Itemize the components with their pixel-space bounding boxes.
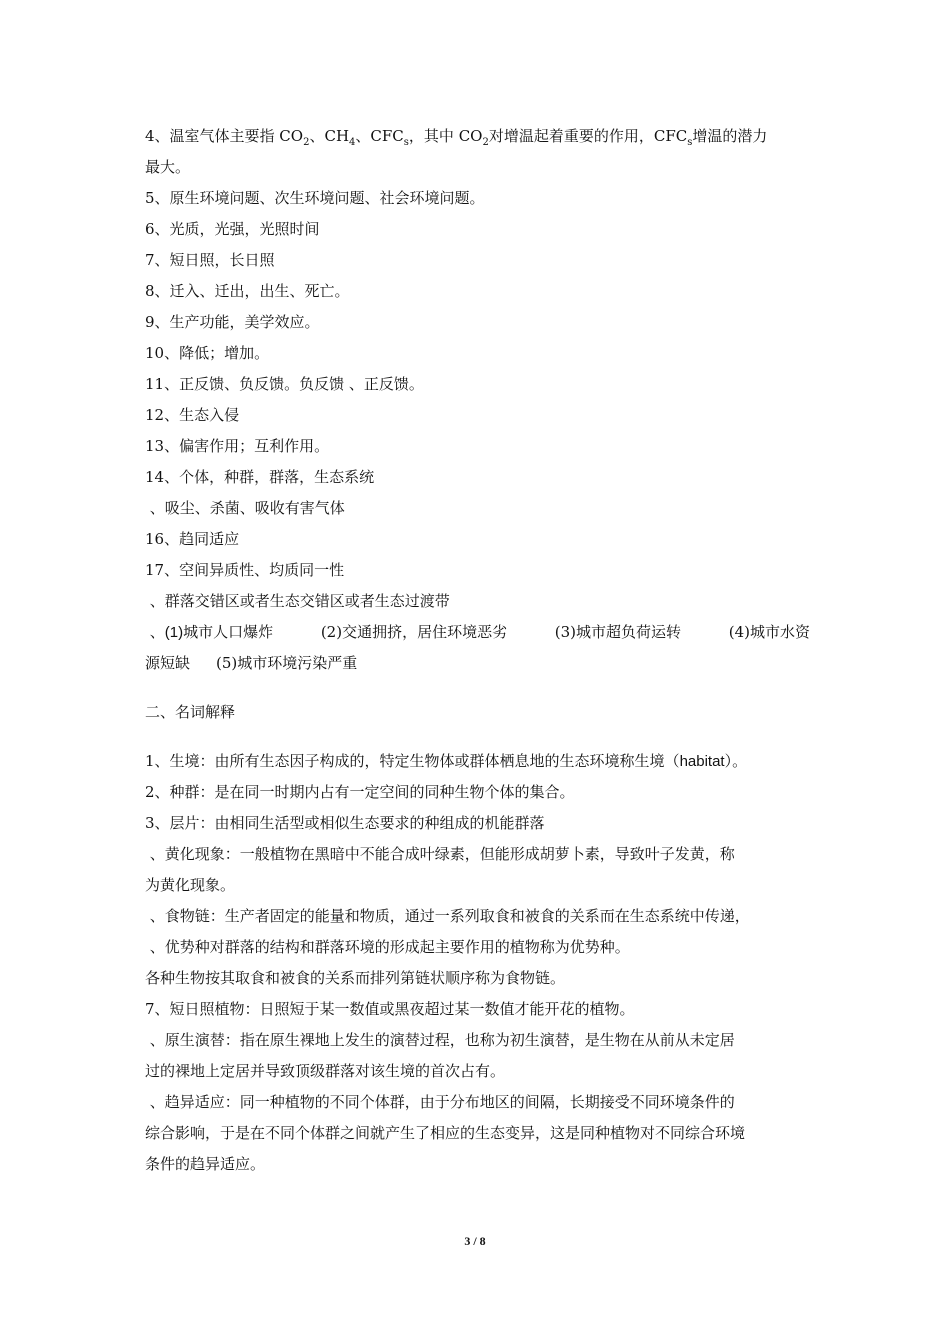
answer-10: 10、降低；增加。 xyxy=(145,344,270,362)
answer-11: 11、正反馈、负反馈。负反馈 、正反馈。 xyxy=(145,375,424,393)
definition-9-line-3: 条件的趋异适应。 xyxy=(145,1155,266,1173)
answer-8: 8、迁入、迁出，出生、死亡。 xyxy=(145,282,350,300)
section-heading: 二、名词解释 xyxy=(145,703,236,721)
definition-5: 、食物链：生产者固定的能量和物质，通过一系列取食和被食的关系而在生态系统中传递， xyxy=(145,907,750,925)
answer-19-line-2: 源短缺 (5)城市环境污染严重 xyxy=(145,654,358,672)
definition-5-continued: 各种生物按其取食和被食的关系而排列第链状顺序称为食物链。 xyxy=(145,969,566,987)
definition-6: 、优势种对群落的结构和群落环境的形成起主要作用的植物称为优势种。 xyxy=(145,938,630,956)
answer-6: 6、光质，光强，光照时间 xyxy=(145,220,320,238)
answer-9: 9、生产功能，美学效应。 xyxy=(145,313,320,331)
definition-9-line-2: 综合影响，于是在不同个体群之间就产生了相应的生态变异，这是同种植物对不同综合环境 xyxy=(145,1124,746,1142)
answer-17: 17、空间异质性、均质同一性 xyxy=(145,561,345,579)
answer-19-line-1: 、(1)城市人口爆炸 (2)交通拥挤，居住环境恶劣 (3)城市超负荷运转 (4)城市水资 xyxy=(145,623,810,641)
definition-4-line-2: 为黄化现象。 xyxy=(145,876,236,894)
answer-5: 5、原生环境问题、次生环境问题、社会环境问题。 xyxy=(145,189,485,207)
answer-13: 13、偏害作用；互利作用。 xyxy=(145,437,330,455)
answer-7: 7、短日照，长日照 xyxy=(145,251,275,269)
answer-15: 、吸尘、杀菌、吸收有害气体 xyxy=(145,499,345,517)
page-number: 3 / 8 xyxy=(464,1234,486,1248)
answer-16: 16、趋同适应 xyxy=(145,530,240,548)
document-body xyxy=(145,121,810,1180)
definition-8-line-2: 过的裸地上定居并导致顶级群落对该生境的首次占有。 xyxy=(145,1062,506,1080)
definition-1: 1、生境：由所有生态因子构成的，特定生物体或群体栖息地的生态环境称生境（habitat）。 xyxy=(145,752,748,770)
definition-9-line-1: 、趋异适应：同一种植物的不同个体群，由于分布地区的间隔，长期接受不同环境条件的 xyxy=(145,1093,735,1111)
definition-2: 2、种群：是在同一时期内占有一定空间的同种生物个体的集合。 xyxy=(145,783,575,801)
definition-3: 3、层片：由相同生活型或相似生态要求的种组成的机能群落 xyxy=(145,814,545,832)
definition-4-line-1: 、黄化现象：一般植物在黑暗中不能合成叶绿素，但能形成胡萝卜素，导致叶子发黄，称 xyxy=(145,845,735,863)
answer-14: 14、个体，种群，群落，生态系统 xyxy=(145,468,375,486)
definition-8-line-1: 、原生演替：指在原生裸地上发生的演替过程，也称为初生演替，是生物在从前从未定居 xyxy=(145,1031,735,1049)
answer-4-line-1: 4、温室气体主要指 $CO_2$、$CH_4$、$CFC_s$，其中 $CO_2$对增温起着重要的作用，$CFC_s$增温的潜力 xyxy=(145,127,768,148)
answer-12: 12、生态入侵 xyxy=(145,406,240,424)
answer-4-line-2: 最大。 xyxy=(145,158,191,176)
definition-7: 7、短日照植物：日照短于某一数值或黑夜超过某一数值才能开花的植物。 xyxy=(145,1000,635,1018)
answer-18: 、群落交错区或者生态交错区或者生态过渡带 xyxy=(145,592,450,610)
